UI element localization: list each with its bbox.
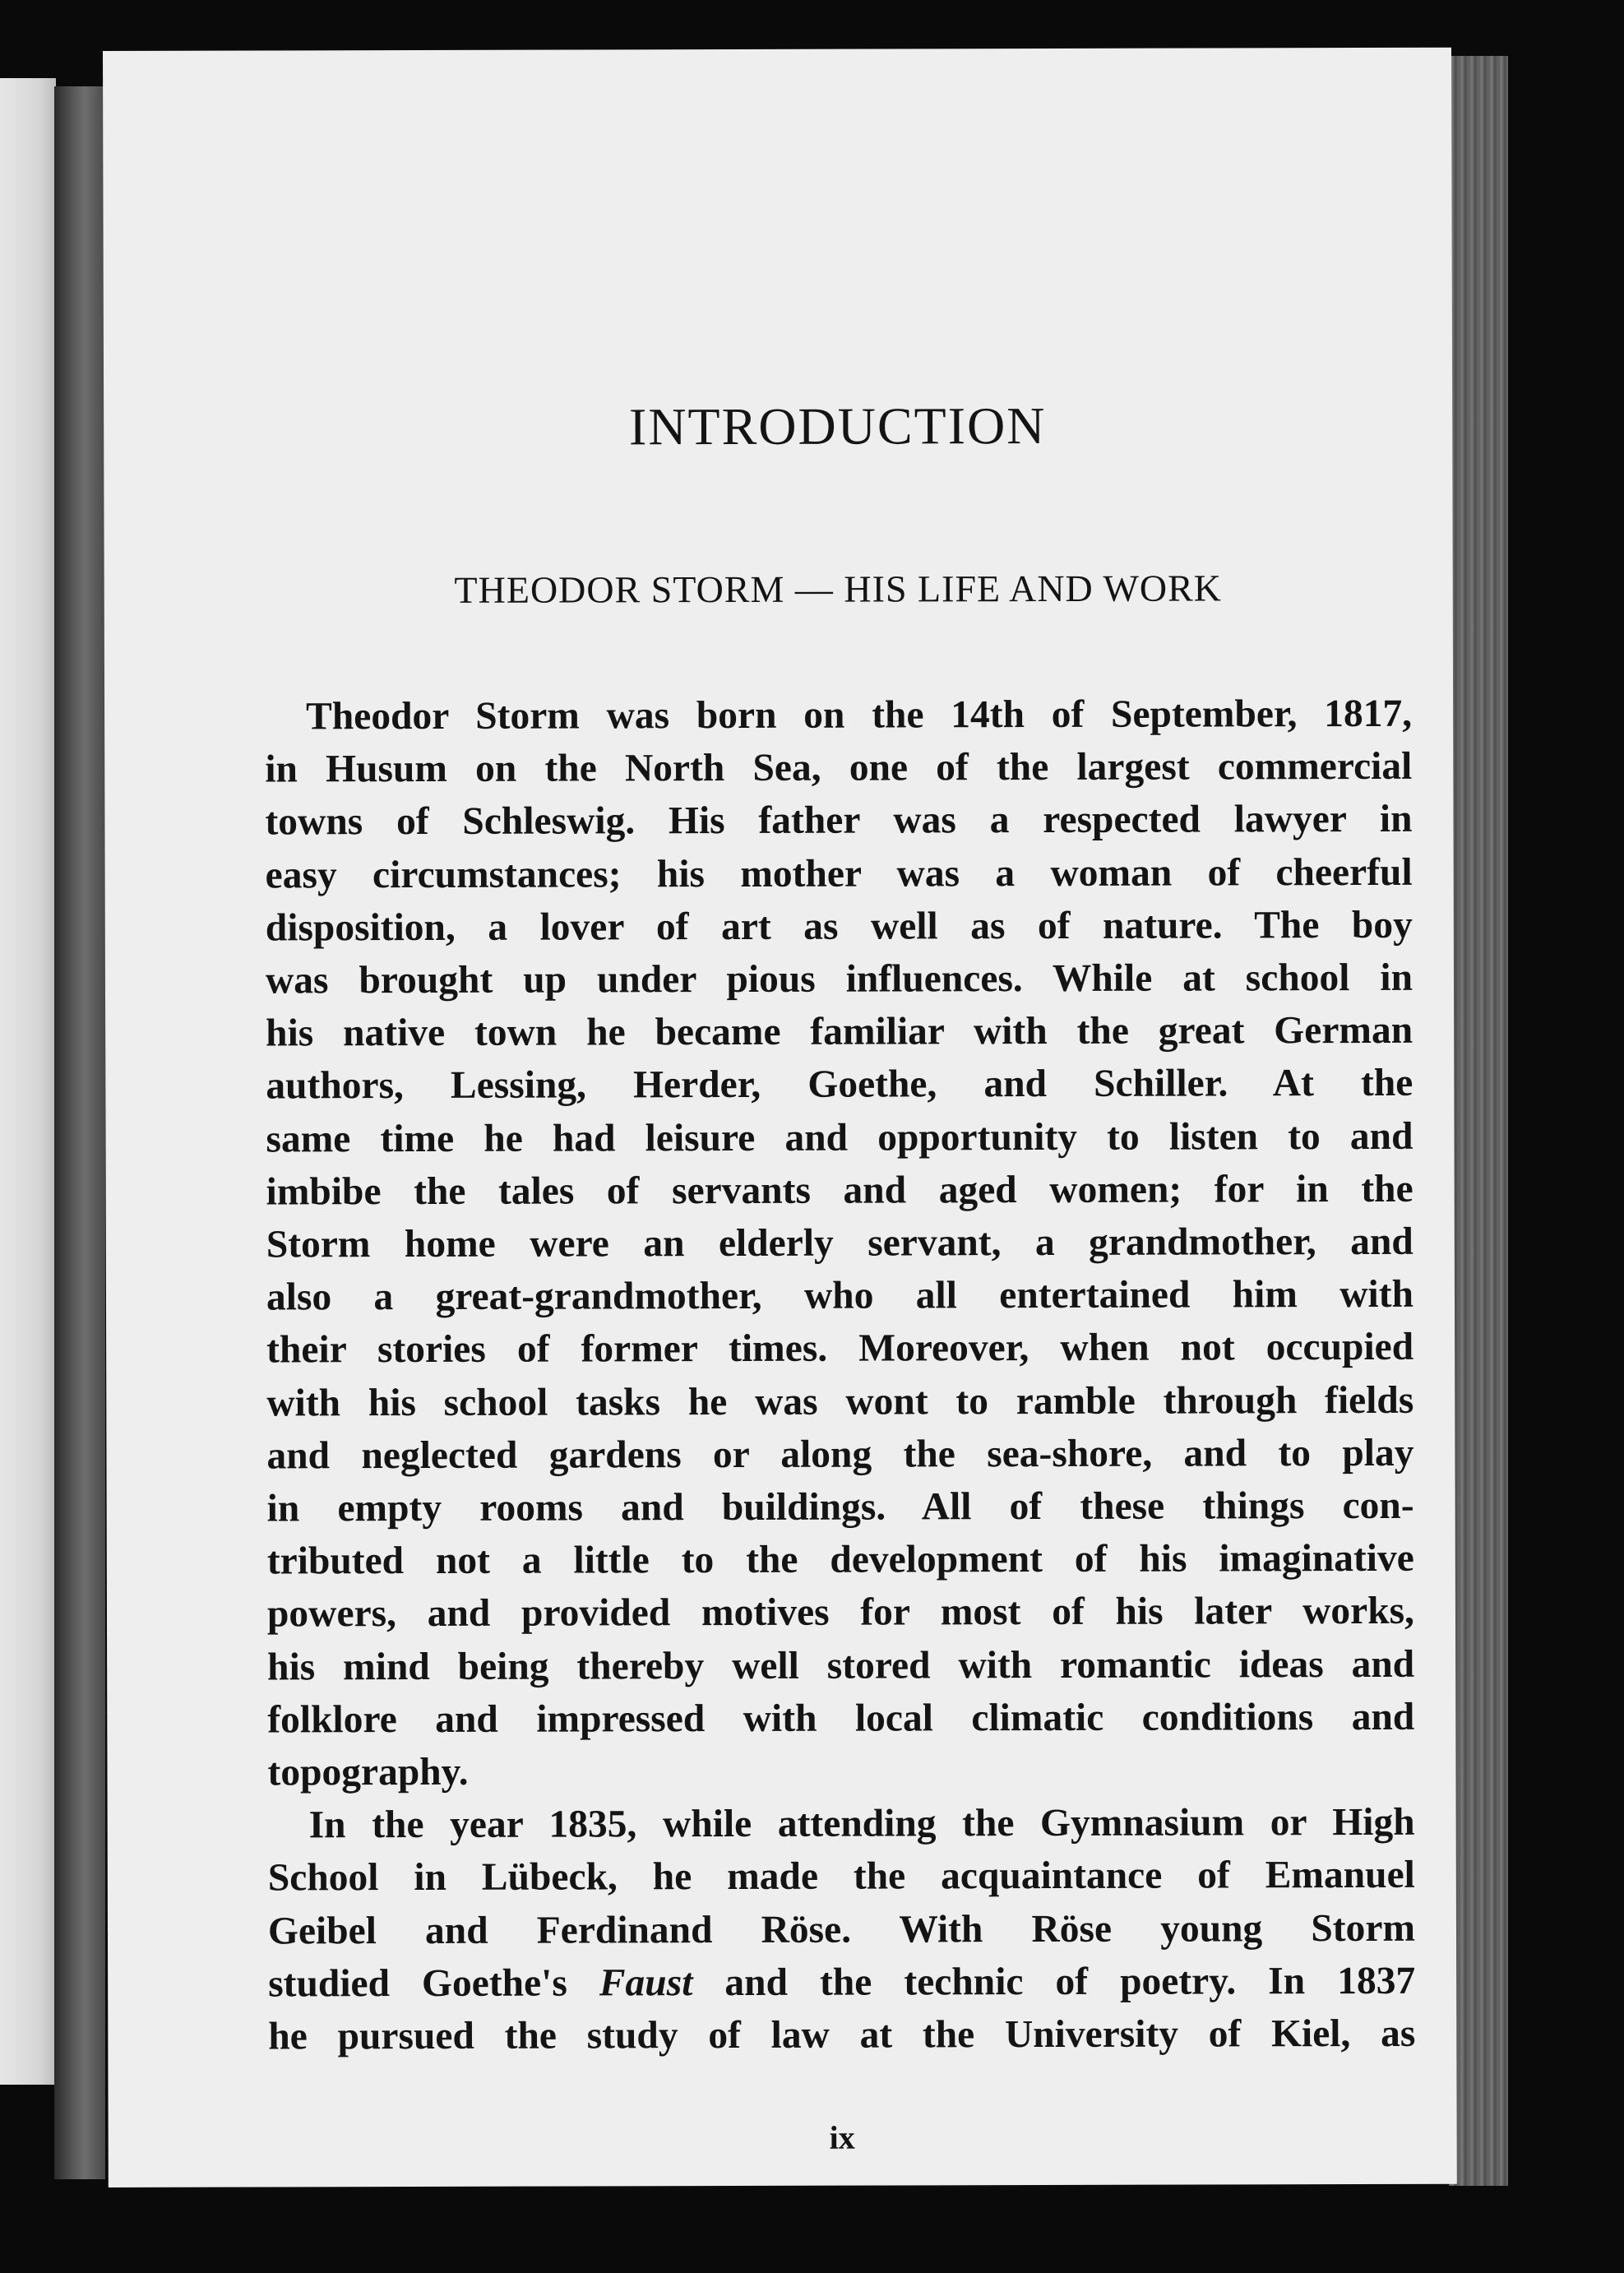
text-line: imbibe the tales of servants and aged women; for in the: [266, 1167, 1413, 1214]
text-run: studied Goethe's: [268, 1961, 599, 2006]
body-text: [265, 687, 1415, 2063]
text-line: In the year 1835, while attending the Gymnasium or High: [308, 1801, 1415, 1847]
book-page: [103, 48, 1457, 2187]
text-line: tributed not a little to the development of his imaginative: [266, 1537, 1414, 1583]
text-line: Theodor Storm was born on the 14th of September, 1817,: [306, 692, 1413, 738]
text-line: easy circumstances; his mother was a woman of cheerful: [265, 850, 1413, 897]
text-line: Storm home were an elderly servant, a grandmother, and: [266, 1220, 1413, 1266]
text-line: in Husum on the North Sea, one of the largest commercial: [265, 745, 1413, 791]
text-line: authors, Lessing, Herder, Goethe, and Schiller. At the: [266, 1062, 1413, 1108]
text-line: he pursued the study of law at the University of Kiel, as: [268, 2011, 1416, 2058]
text-line: also a great-grandmother, who all entertained him with: [266, 1273, 1414, 1319]
text-line: was brought up under pious influences. While at school in: [265, 956, 1413, 1002]
book-gutter: [54, 86, 105, 2179]
page-fore-edge: [1449, 56, 1508, 2186]
text-line: disposition, a lover of art as well as of nature. The boy: [265, 903, 1413, 950]
text-block: [263, 48, 1416, 2156]
text-line: powers, and provided motives for most of his later works,: [266, 1590, 1415, 1636]
facing-page-edge: [0, 78, 56, 2085]
text-line: same time he had leisure and opportunity to listen to and: [266, 1114, 1413, 1161]
text-line: folklore and impressed with local climatic conditions and: [267, 1695, 1415, 1742]
text-line: and neglected gardens or along the sea-shore, and to play: [266, 1431, 1414, 1478]
book-title-faust: Faust: [599, 1961, 693, 2005]
text-line: topography.: [267, 1750, 469, 1794]
page-number: ix: [829, 2118, 855, 2156]
section-subheading: THEODOR STORM — HIS LIFE AND WORK: [454, 567, 1223, 611]
text-line: in empty rooms and buildings. All of these things con-: [266, 1484, 1414, 1530]
text-line: School in Lübeck, he made the acquaintance of Emanuel: [267, 1854, 1415, 1900]
text-line-faust: [268, 1955, 1415, 2011]
chapter-heading: INTRODUCTION: [628, 396, 1047, 456]
text-line: with his school tasks he was wont to ramble through fields: [266, 1378, 1414, 1425]
text-line: his native town he became familiar with the great German: [266, 1009, 1413, 1055]
text-line: towns of Schleswig. His father was a respected lawyer in: [265, 798, 1413, 844]
text-line: their stories of former times. Moreover, when not occupied: [266, 1326, 1414, 1372]
text-line: Geibel and Ferdinand Röse. With Röse young Storm: [267, 1906, 1416, 1953]
text-run: and the technic of poetry. In 1837: [692, 1959, 1416, 2005]
text-line: his mind being thereby well stored with romantic ideas and: [267, 1642, 1415, 1689]
